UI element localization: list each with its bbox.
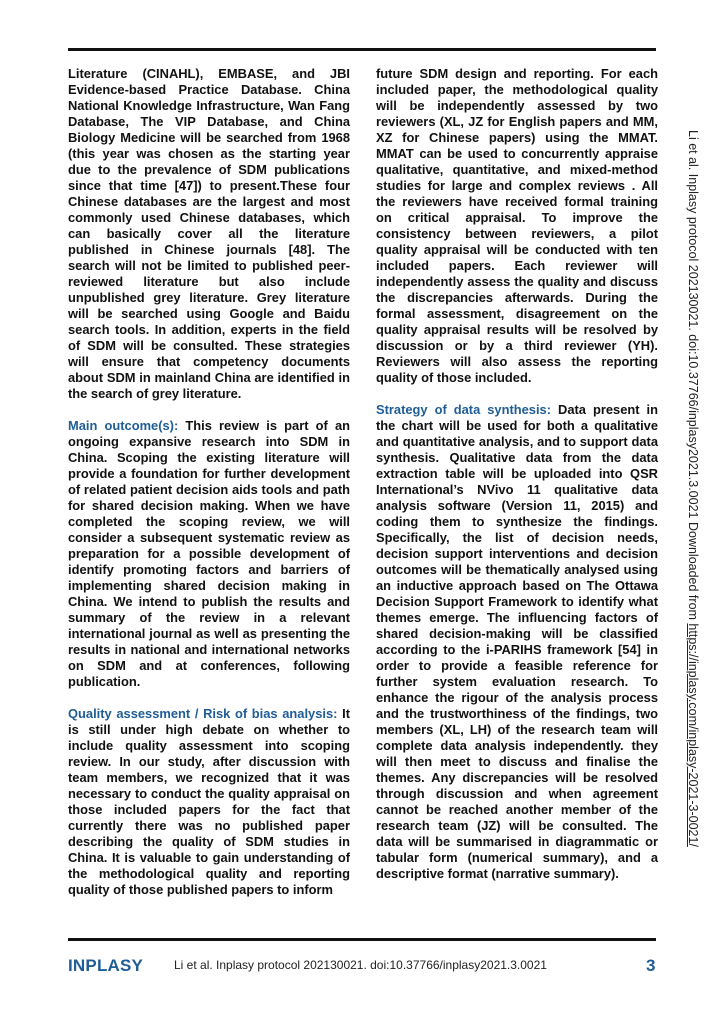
bottom-rule [68, 938, 656, 941]
side-note-text: Li et al. Inplasy protocol 202130021. doi:10.37766/inplasy2021.3.0021 Downloaded from [686, 130, 700, 624]
quality-assessment-heading: Quality assessment / Risk of bias analysis: [68, 706, 338, 721]
download-link[interactable]: https://inplasy.com/inplasy-2021-3-0021/ [686, 623, 700, 847]
left-column [68, 66, 350, 914]
main-outcome-paragraph [68, 418, 350, 690]
data-synthesis-paragraph [376, 402, 658, 882]
side-download-note [686, 130, 700, 847]
main-outcome-heading: Main outcome(s): [68, 418, 179, 433]
quality-assessment-text: It is still under high debate on whether to include quality assessment into scoping review. In our study, after discussion with team members, we recognized that it was necessary to conduct the quality appraisal on those included papers for the fact that currently there was no published paper describing the quality of SDM studies in China. It is valuable to gain understanding of the methodological quality and reporting quality of those published papers to inform [68, 706, 350, 897]
search-strategy-paragraph: Literature (CINAHL), EMBASE, and JBI Evidence-based Practice Database. China National Knowledge Infrastructure, Wan Fang Database, The VIP Database, and China Biology Medicine will be searched from 1968 (this year was chosen as the starting year due to the prevalence of SDM publications since that time [47]) to present.These four Chinese databases are the largest and most commonly used Chinese databases, which can basically cover all the literature published in Chinese journals [48]. The search will not be limited to published peer-reviewed literature but also include unpublished grey literature. Grey literature will be searched using Google and Baidu search tools. In addition, experts in the field of SDM will be consulted. These strategies will ensure that competency documents about SDM in mainland China are identified in the search of grey literature. [68, 66, 350, 401]
data-synthesis-heading: Strategy of data synthesis: [376, 402, 552, 417]
page-number: 3 [646, 956, 656, 975]
footer-citation: Li et al. Inplasy protocol 202130021. doi:10.37766/inplasy2021.3.0021 [174, 958, 547, 972]
quality-continued-paragraph: future SDM design and reporting. For each included paper, the methodological quality will be independently assessed by two reviewers (XL, JZ for English papers and MM, XZ for Chinese papers) using the MMAT. MMAT can be used to concurrently appraise qualitative, quantitative, and mixed-method studies for large and complex reviews . All the reviewers have received formal training on critical appraisal. To improve the consistency between reviewers, a pilot quality appraisal will be conducted with ten included papers. Each reviewer will independently assess the quality and discuss the discrepancies afterwards. During the formal assessment, disagreement on the quality appraisal results will be resolved by discussion or by a third reviewer (YH). Reviewers will also assess the reporting quality of those included. [376, 66, 658, 385]
journal-brand: INPLASY [68, 956, 144, 975]
data-synthesis-text: Data present in the chart will be used for both a qualitative and quantitative analysis, and to support data synthesis. Qualitative data from the data extraction table will be uploaded into QSR International’s NVivo 11 qualitative data analysis software (Version 11, 2015) and coding them to synthesize the findings. Specifically, the list of decision needs, decision support interventions and decision outcomes will be thematically analysed using an inductive approach based on The Ottawa Decision Support Framework to identify what themes emerge. The influencing factors of shared decision-making will be classified according to the i-PARIHS framework [54] in order to provide a feasible reference for further system evaluation research. To enhance the rigour of the analysis process and the trustworthiness of the findings, two members (XL, LH) of the research team will complete data analysis independently. they will then meet to discuss and finalise the themes. Any discrepancies will be resolved through discussion and when agreement cannot be reached another member of the research team (JZ) will be consulted. The data will be summarised in diagrammatic or tabular form (numerical summary), and a descriptive format (narrative summary). [376, 402, 658, 881]
quality-assessment-paragraph [68, 706, 350, 898]
top-rule [68, 48, 656, 51]
main-outcome-text: This review is part of an ongoing expansive research into SDM in China. Scoping the existing literature will provide a foundation for further development of related patient decision aids tools and path for shared decision making. When we have completed the scoping review, we will consider a subsequent systematic review as preparation for a possible development of identify promoting factors and barriers of implementing shared decision making in China. We intend to publish the results and summary of the review in a relevant international journal as well as presenting the results in national and international networks on SDM and at conferences, following publication. [68, 418, 350, 689]
right-column [376, 66, 658, 898]
